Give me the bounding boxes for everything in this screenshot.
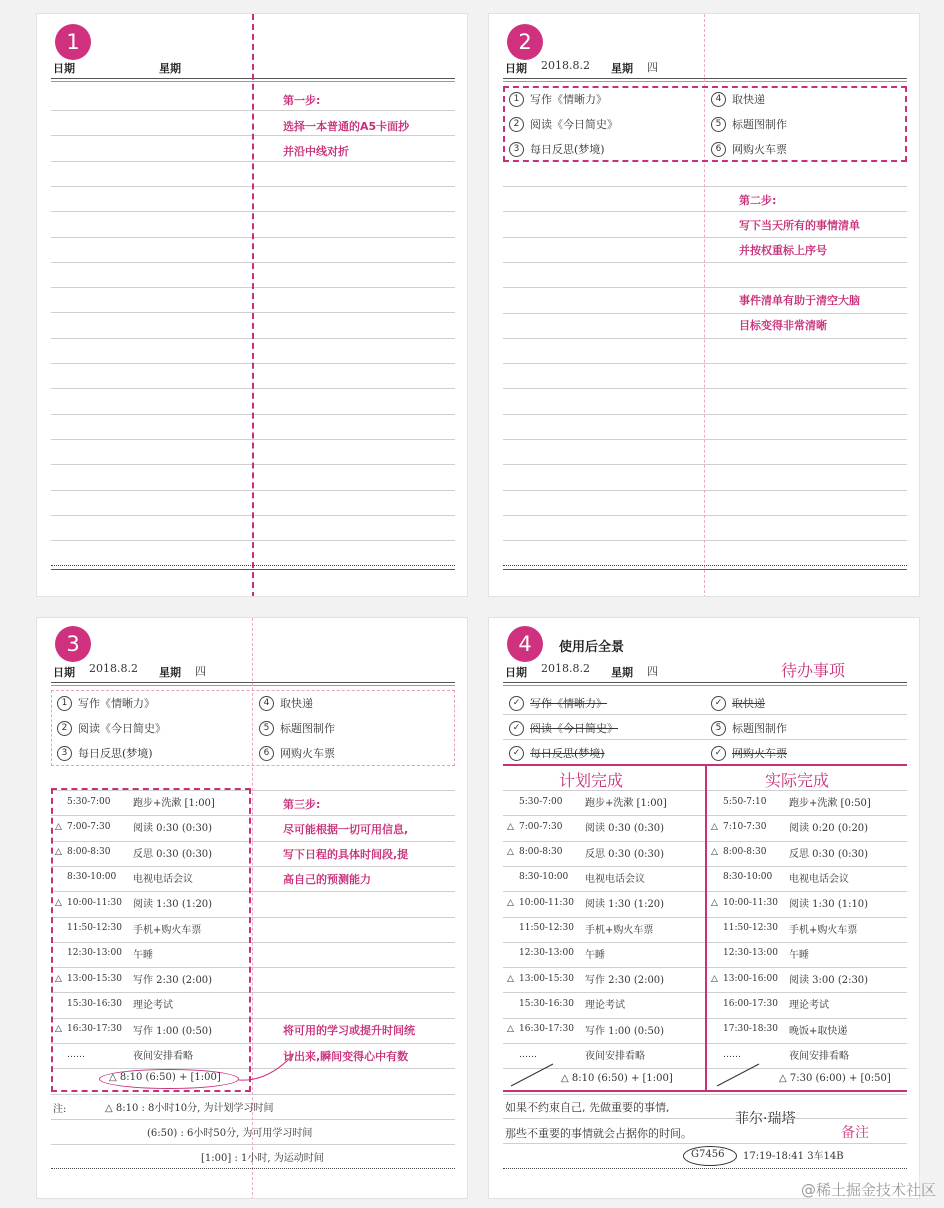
schedule-task: 反思 0:30 (0:30) — [585, 848, 665, 860]
bottom-dotted-line — [503, 565, 907, 566]
schedule-row — [507, 870, 645, 885]
schedule-task: 夜间安排看略 — [789, 1051, 849, 1062]
schedule-time: 8:30-10:00 — [67, 872, 117, 883]
task-text: 取快递 — [732, 93, 765, 106]
date-value: 2018.8.2 — [89, 662, 138, 675]
task-item — [509, 695, 607, 711]
quote-author: 菲尔·瑞塔 — [735, 1111, 796, 1127]
task-number-icon: ✓ — [509, 746, 524, 761]
triangle-icon: △ — [711, 973, 718, 984]
schedule-task: 电视电话会议 — [585, 873, 645, 885]
schedule-row — [711, 971, 868, 986]
schedule-task: 阅读 0:30 (0:30) — [133, 823, 213, 835]
note-line-1: △ 8:10 : 8小时10分, 为计划学习时间 — [105, 1103, 274, 1114]
ruled-line — [503, 237, 907, 238]
step-text-line-3: 并沿中线对折 — [283, 145, 349, 158]
task-item — [509, 745, 605, 761]
schedule-task: 午睡 — [133, 949, 153, 961]
task-text: 标题图制作 — [732, 118, 787, 131]
schedule-row — [711, 794, 871, 809]
note-line-3: [1:00] : 1小时, 为运动时间 — [201, 1153, 324, 1164]
ruled-line — [503, 186, 907, 187]
task-text: 每日反思(梦境) — [530, 143, 605, 156]
weekday-value: 四 — [195, 665, 206, 678]
schedule-row — [507, 794, 667, 809]
task-item — [711, 141, 787, 157]
triangle-icon: △ — [55, 847, 62, 858]
bottom-line — [503, 569, 907, 570]
notes-label: 注: — [53, 1104, 67, 1115]
task-number-icon: 1 — [57, 696, 72, 711]
schedule-task: 阅读 1:30 (1:20) — [133, 899, 213, 911]
step-text-line-5: 事件清单有助于清空大脑 — [739, 294, 860, 307]
schedule-row — [711, 870, 849, 885]
task-text: 取快递 — [280, 697, 313, 710]
schedule-task: 阅读 1:30 (1:20) — [585, 899, 665, 911]
triangle-icon: △ — [55, 973, 62, 984]
task-item — [711, 116, 787, 132]
ruled-line — [503, 363, 907, 364]
schedule-task: 午睡 — [585, 949, 605, 961]
triangle-icon: △ — [55, 1024, 62, 1035]
schedule-row — [55, 921, 201, 936]
schedule-task: 跑步+洗漱 [1:00] — [133, 798, 215, 809]
triangle-icon: △ — [507, 821, 514, 832]
triangle-icon: △ — [711, 821, 718, 832]
schedule-time: 11:50-12:30 — [67, 923, 122, 933]
task-text: 取快递 — [732, 697, 765, 710]
schedule-time: 12:30-13:00 — [723, 948, 778, 959]
ruled-line — [503, 388, 907, 389]
task-number-icon: 4 — [259, 696, 274, 711]
triangle-icon: △ — [711, 847, 718, 858]
schedule-time: …… — [519, 1049, 537, 1060]
step-text-line-1: 第三步: — [283, 798, 321, 811]
task-text: 写作《情晰力》 — [530, 697, 607, 710]
panel-step-4 — [488, 617, 920, 1199]
task-text: 写作《情晰力》 — [530, 93, 607, 106]
schedule-task: 阅读 0:30 (0:30) — [585, 823, 665, 835]
plan-actual-divider — [705, 764, 707, 1090]
schedule-task: 电视电话会议 — [133, 873, 193, 885]
schedule-task: 反思 0:30 (0:30) — [133, 848, 213, 860]
task-number-icon: 5 — [259, 721, 274, 736]
todo-title: 待办事项 — [781, 661, 846, 680]
schedule-time: 10:00-11:30 — [67, 897, 122, 908]
schedule-row — [55, 845, 212, 860]
triangle-icon: △ — [711, 897, 718, 908]
date-label: 日期 — [53, 666, 75, 679]
schedule-time: 8:00-8:30 — [67, 847, 111, 858]
ruled-line — [51, 1119, 455, 1120]
task-text: 网购火车票 — [732, 143, 787, 156]
date-label: 日期 — [505, 62, 527, 75]
step-text-line-2: 尽可能根据一切可用信息, — [283, 823, 409, 836]
task-text: 阅读《今日简史》 — [530, 118, 618, 131]
note-line-2: (6:50) : 6小时50分, 为可用学习时间 — [147, 1128, 313, 1139]
task-number-icon: 1 — [509, 92, 524, 107]
task-number-icon: 5 — [711, 117, 726, 132]
task-item — [711, 695, 765, 711]
schedule-row — [711, 845, 868, 860]
step-text-line-3: 并按权重标上序号 — [739, 244, 827, 257]
task-item — [57, 720, 166, 736]
schedule-total: △ 8:10 (6:50) + [1:00] — [109, 1072, 221, 1083]
panel-step-3 — [36, 617, 468, 1199]
schedule-task: 理论考试 — [585, 1000, 625, 1012]
schedule-row — [507, 819, 664, 834]
ruled-line — [51, 1144, 455, 1145]
schedule-row — [55, 971, 212, 986]
task-number-icon: 6 — [259, 746, 274, 761]
schedule-time: 5:30-7:00 — [67, 796, 111, 807]
triangle-icon: △ — [507, 973, 514, 984]
train-info: 17:19-18:41 3车14B — [743, 1151, 844, 1162]
step-badge: 3 — [55, 626, 91, 662]
task-number-icon: 2 — [509, 117, 524, 132]
schedule-time: 15:30-16:30 — [67, 998, 122, 1009]
triangle-icon: △ — [55, 897, 62, 908]
schedule-time: 13:00-16:00 — [723, 973, 778, 984]
date-value: 2018.8.2 — [541, 59, 590, 72]
schedule-row — [55, 1022, 212, 1037]
step-text-line-4: 高自己的预测能力 — [283, 873, 371, 886]
schedule-task: 夜间安排看略 — [585, 1051, 645, 1062]
schedule-time: …… — [723, 1049, 741, 1060]
schedule-row — [55, 895, 212, 910]
schedule-row — [55, 819, 212, 834]
ruled-line — [503, 439, 907, 440]
schedule-time: 7:00-7:30 — [67, 821, 111, 832]
task-text: 写作《情晰力》 — [78, 697, 155, 710]
panel-step-2 — [488, 13, 920, 597]
train-number: G7456 — [691, 1149, 725, 1160]
actual-title: 实际完成 — [765, 771, 830, 790]
task-item — [259, 720, 335, 736]
schedule-task: 反思 0:30 (0:30) — [789, 848, 869, 860]
ruled-line — [503, 262, 907, 263]
task-number-icon: ✓ — [711, 696, 726, 711]
watermark: @稀土掘金技术社区 — [800, 1181, 936, 1199]
schedule-time: 12:30-13:00 — [67, 948, 122, 959]
schedule-time: 8:30-10:00 — [519, 872, 569, 883]
schedule-row — [55, 946, 153, 961]
quote-line-2: 那些不重要的事情就会占据你的时间。 — [505, 1127, 692, 1140]
task-item — [711, 745, 787, 761]
task-number-icon: 3 — [57, 746, 72, 761]
schedule-task: 电视电话会议 — [789, 873, 849, 885]
schedule-task: 跑步+洗漱 [0:50] — [789, 798, 871, 809]
task-item — [259, 695, 313, 711]
schedule-task: 跑步+洗漱 [1:00] — [585, 798, 667, 809]
bottom-dotted-line — [51, 565, 455, 566]
schedule-time: 17:30-18:30 — [723, 1024, 778, 1035]
step-text-line-3: 写下日程的具体时间段,提 — [283, 848, 409, 861]
schedule-task: 阅读 3:00 (2:30) — [789, 975, 869, 987]
task-number-icon: 3 — [509, 142, 524, 157]
schedule-task: 阅读 0:20 (0:20) — [789, 823, 869, 835]
schedule-time: 8:00-8:30 — [723, 847, 767, 858]
schedule-task: 理论考试 — [789, 1000, 829, 1012]
task-number-icon: 5 — [711, 721, 726, 736]
bottom-dotted-line — [51, 1168, 455, 1169]
task-number-icon: ✓ — [509, 721, 524, 736]
task-text: 网购火车票 — [732, 747, 787, 760]
step-text-line-2: 写下当天所有的事情清单 — [739, 219, 860, 232]
remark-label: 备注 — [841, 1125, 869, 1141]
weekday-label: 星期 — [611, 62, 633, 75]
schedule-row — [55, 794, 215, 809]
schedule-task: 写作 2:30 (2:00) — [585, 975, 665, 987]
triangle-icon: △ — [507, 897, 514, 908]
schedule-time: …… — [67, 1049, 85, 1060]
task-text: 阅读《今日简史》 — [78, 722, 166, 735]
date-label: 日期 — [505, 666, 527, 679]
task-number-icon: ✓ — [711, 746, 726, 761]
ruled-line — [503, 313, 907, 314]
panel-title: 使用后全景 — [559, 640, 625, 655]
actual-total: △ 7:30 (6:00) + [0:50] — [779, 1073, 891, 1084]
quote-line-1: 如果不约束自己, 先做重要的事情, — [505, 1101, 670, 1114]
schedule-row — [711, 921, 857, 936]
plan-total: △ 8:10 (6:50) + [1:00] — [561, 1073, 673, 1084]
task-item — [711, 720, 787, 736]
task-number-icon: 2 — [57, 721, 72, 736]
header-line — [503, 78, 907, 79]
date-value: 2018.8.2 — [541, 662, 590, 675]
task-number-icon: 6 — [711, 142, 726, 157]
step-badge: 4 — [507, 626, 543, 662]
task-item — [509, 116, 618, 132]
schedule-time: 13:00-15:30 — [519, 973, 574, 984]
step-text-line-1: 第二步: — [739, 194, 777, 207]
schedule-row — [507, 921, 653, 936]
plan-title: 计划完成 — [559, 771, 624, 790]
schedule-row — [507, 895, 664, 910]
task-text: 阅读《今日简史》 — [530, 722, 618, 735]
panel-step-1 — [36, 13, 468, 597]
step-badge: 1 — [55, 24, 91, 60]
schedule-time: 10:00-11:30 — [519, 897, 574, 908]
task-item — [57, 695, 155, 711]
schedule-time: 11:50-12:30 — [519, 923, 574, 933]
task-text: 标题图制作 — [732, 722, 787, 735]
schedule-row — [507, 971, 664, 986]
date-label: 日期 — [53, 62, 75, 75]
header-line — [51, 685, 455, 686]
schedule-row — [711, 819, 868, 834]
schedule-task: 夜间安排看略 — [133, 1051, 193, 1062]
weekday-value: 四 — [647, 61, 658, 74]
slash-mark-icon — [715, 1062, 761, 1088]
schedule-time: 16:00-17:30 — [723, 998, 778, 1009]
header-line — [503, 81, 907, 82]
ruled-line — [503, 464, 907, 465]
weekday-value: 四 — [647, 665, 658, 678]
schedule-time: 5:30-7:00 — [519, 796, 563, 807]
triangle-icon: △ — [507, 1024, 514, 1035]
schedule-time: 5:50-7:10 — [723, 796, 767, 807]
schedule-task: 阅读 1:30 (1:10) — [789, 899, 869, 911]
weekday-label: 星期 — [159, 666, 181, 679]
step2-text-line-1: 将可用的学习或提升时间统 — [283, 1024, 415, 1037]
schedule-row — [711, 1022, 847, 1037]
schedule-row — [507, 1022, 664, 1037]
ruled-line — [503, 211, 907, 212]
header-line — [503, 682, 907, 683]
schedule-task: 写作 1:00 (0:50) — [585, 1025, 665, 1037]
schedule-row — [55, 996, 173, 1011]
bottom-dotted-line — [503, 1168, 907, 1169]
schedule-task: 午睡 — [789, 949, 809, 961]
task-item — [509, 141, 605, 157]
task-item — [509, 720, 618, 736]
ruled-line — [503, 414, 907, 415]
schedule-time: 16:30-17:30 — [519, 1024, 574, 1035]
schedule-time: 12:30-13:00 — [519, 948, 574, 959]
triangle-icon: △ — [507, 847, 514, 858]
ruled-line — [503, 714, 907, 715]
step-text-line-1: 第一步: — [283, 94, 321, 107]
schedule-row — [711, 895, 868, 910]
schedule-time: 7:10-7:30 — [723, 821, 767, 832]
task-item — [711, 91, 765, 107]
schedule-row — [507, 996, 625, 1011]
step2-text-line-2: 计出来,瞬间变得心中有数 — [283, 1050, 409, 1063]
schedule-row — [711, 996, 829, 1011]
header-line — [503, 685, 907, 686]
schedule-row — [55, 1047, 193, 1062]
task-number-icon: 4 — [711, 92, 726, 107]
step-text-line-6: 目标变得非常清晰 — [739, 319, 827, 332]
schedule-time: 16:30-17:30 — [67, 1024, 122, 1035]
schedule-time: 8:00-8:30 — [519, 847, 563, 858]
task-text: 网购火车票 — [280, 747, 335, 760]
ruled-line — [503, 739, 907, 740]
schedule-time: 13:00-15:30 — [67, 973, 122, 984]
ruled-line — [503, 490, 907, 491]
schedule-time: 11:50-12:30 — [723, 923, 778, 933]
slash-mark-icon — [509, 1062, 555, 1088]
schedule-task: 晚饭+取快递 — [789, 1025, 848, 1037]
step-text-line-2: 选择一本普通的A5卡面抄 — [283, 120, 410, 133]
task-number-icon: ✓ — [509, 696, 524, 711]
schedule-task: 写作 2:30 (2:00) — [133, 975, 213, 987]
section-bottom-line — [503, 1090, 907, 1092]
ruled-line — [51, 1094, 455, 1095]
schedule-task: 写作 1:00 (0:50) — [133, 1025, 213, 1037]
ruled-line — [503, 540, 907, 541]
ruled-line — [503, 1143, 907, 1144]
schedule-row — [507, 946, 605, 961]
task-item — [57, 745, 153, 761]
schedule-time: 8:30-10:00 — [723, 872, 773, 883]
schedule-task: 手机+购火车票 — [133, 924, 202, 936]
schedule-task: 手机+购火车票 — [789, 924, 858, 936]
ruled-line — [503, 1094, 907, 1095]
center-fold-line — [252, 14, 254, 597]
weekday-label: 星期 — [159, 62, 181, 75]
schedule-task: 理论考试 — [133, 1000, 173, 1012]
schedule-row — [507, 1047, 645, 1062]
header-line — [51, 682, 455, 683]
task-text: 每日反思(梦境) — [530, 747, 605, 760]
ruled-line — [503, 287, 907, 288]
task-text: 标题图制作 — [280, 722, 335, 735]
task-item — [509, 91, 607, 107]
schedule-time: 7:00-7:30 — [519, 821, 563, 832]
schedule-row — [711, 946, 809, 961]
schedule-row — [711, 1047, 849, 1062]
bottom-line — [51, 569, 455, 570]
schedule-time: 10:00-11:30 — [723, 897, 778, 908]
ruled-line — [503, 1118, 907, 1119]
weekday-label: 星期 — [611, 666, 633, 679]
triangle-icon: △ — [55, 821, 62, 832]
task-text: 每日反思(梦境) — [78, 747, 153, 760]
step-badge: 2 — [507, 24, 543, 60]
schedule-time: 15:30-16:30 — [519, 998, 574, 1009]
ruled-line — [503, 515, 907, 516]
schedule-task: 手机+购火车票 — [585, 924, 654, 936]
task-item — [259, 745, 335, 761]
schedule-row — [55, 870, 193, 885]
ruled-line — [503, 338, 907, 339]
schedule-row — [507, 845, 664, 860]
